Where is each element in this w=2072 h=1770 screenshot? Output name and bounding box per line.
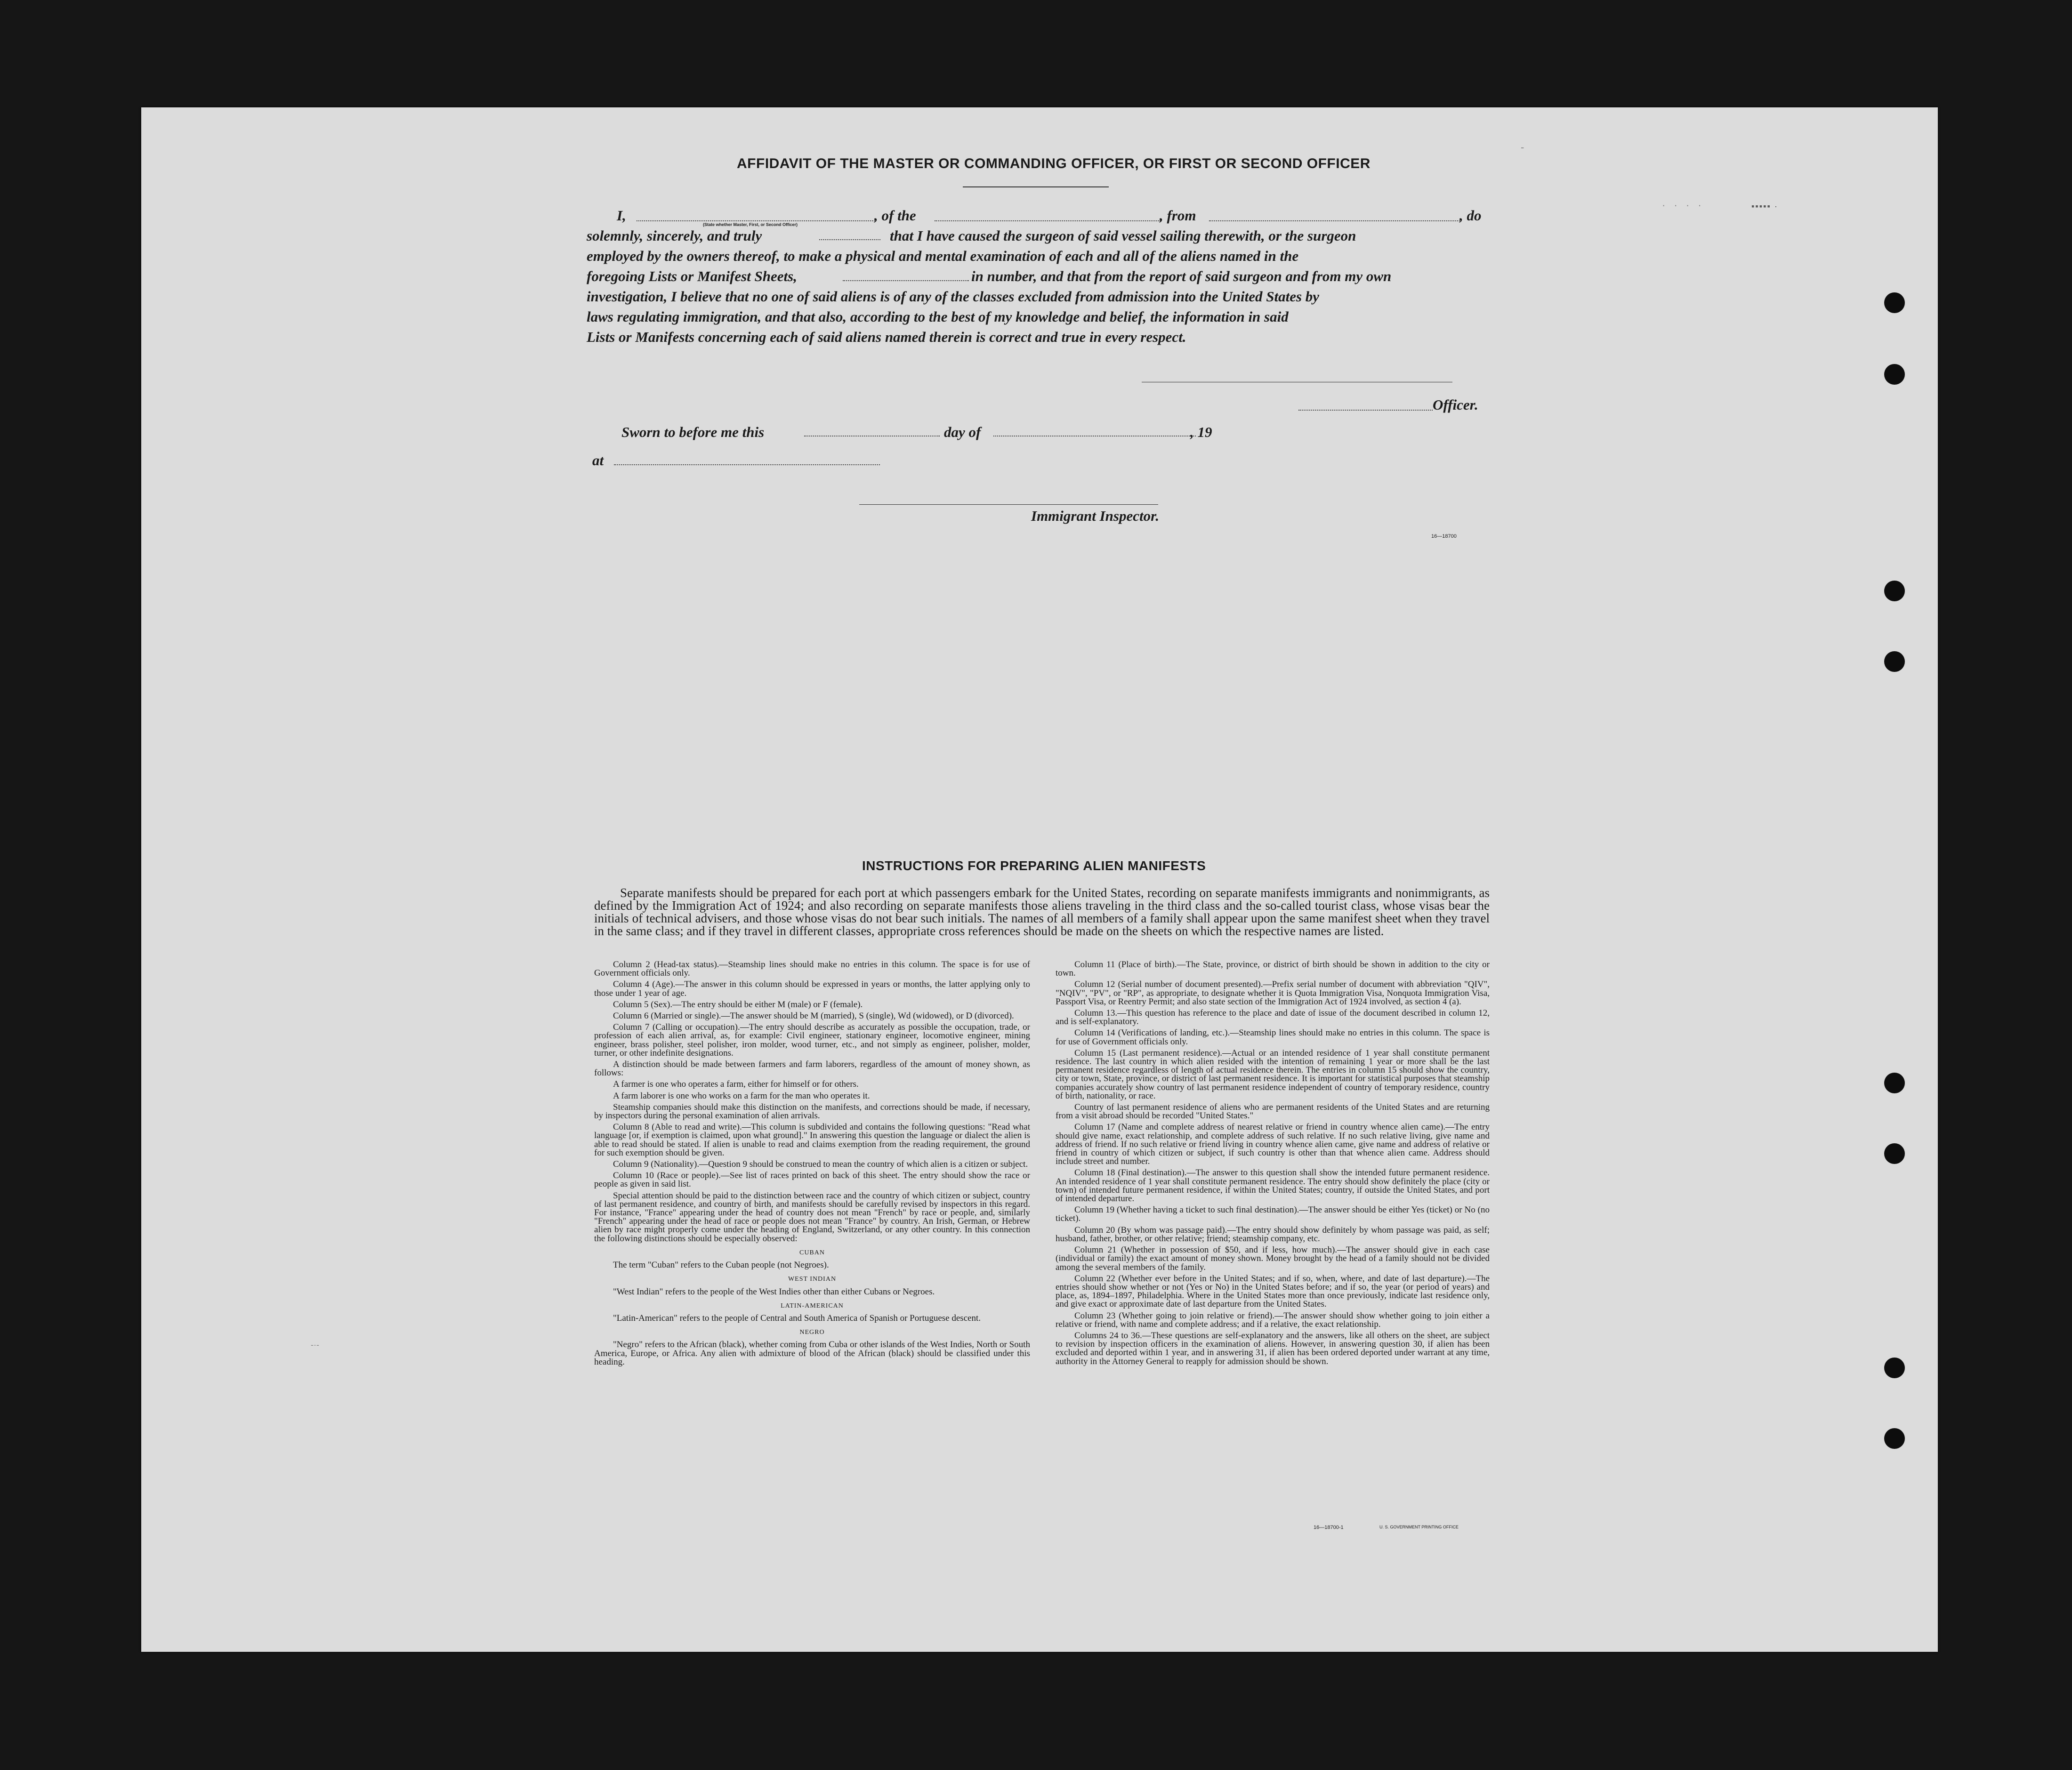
column-20-note: Column 20 (By whom was passage paid).—The entry should show definitely by whom passage was paid, as self; husband, father, brother, or other relative; friend; steamship company, etc. (1056, 1225, 1490, 1244)
sworn-label: Sworn to before me this (621, 424, 765, 440)
column-5-note: Column 5 (Sex).—The entry should be either M (male) or F (female). (613, 999, 863, 1010)
scan-speck: -·- (311, 1340, 319, 1350)
column-21-note: Column 21 (Whether in possession of $50, and if less, how much).—The answer should give in each case (individual or family) the exact amount of money shown. Money brought by the head of a family should not be divided among the several members of the family. (1056, 1245, 1490, 1272)
column-13-note: Column 13.—This question has reference to the place and date of issue of the document described in column 12, and is self-explanatory. (1056, 1008, 1490, 1027)
west-indian-heading: WEST INDIAN (788, 1276, 837, 1283)
bleed-through-mark: ▪▪▪▪▪ · (1751, 202, 1778, 211)
printer-imprint: U. S. GOVERNMENT PRINTING OFFICE (1379, 1525, 1459, 1529)
inspector-label: Immigrant Inspector. (1031, 508, 1160, 524)
latin-american-heading: LATIN-AMERICAN (781, 1302, 844, 1309)
column-9-note: Column 9 (Nationality).—Question 9 should be construed to mean the country of which alien is a citizen or subject. (613, 1159, 1028, 1170)
scan-speck: · · · · (1662, 199, 1704, 211)
vessel-name-field[interactable] (935, 220, 1161, 221)
column-22-note: Column 22 (Whether ever before in the United States; and if so, when, where, and date of last departure).—The entries should show whether or not (Yes or No) in the United States before; and if so, the year (or period of years) and place, as, 1894–1897, Philadelphia. Where in the United States more than once previously, indicate last residence only, and give exact or approximate date of last departure from the United States. (1056, 1273, 1490, 1309)
instructions-title: INSTRUCTIONS FOR PREPARING ALIEN MANIFESTS (862, 858, 1206, 873)
punch-hole (1884, 1143, 1905, 1164)
column-6-note: Column 6 (Married or single).—The answer should be M (married), S (single), Wd (widowed), or D (divorced). (613, 1011, 1014, 1021)
column-14-note: Column 14 (Verifications of landing, etc.).—Steamship lines should make no entries in this column. The space is for use of Government officials only. (1056, 1028, 1490, 1047)
affidavit-i: I, (617, 207, 626, 224)
at-label: at (592, 452, 604, 469)
affidavit-line-7: Lists or Manifests concerning each of said aliens named therein is correct and true in every respect. (587, 329, 1186, 345)
inspector-signature-line[interactable] (859, 504, 1158, 505)
cuban-definition: The term "Cuban" refers to the Cuban people (not Negroes). (613, 1260, 829, 1270)
column-2-note: Column 2 (Head-tax status).—Steamship lines should make no entries in this column. The space is for use of Government officials only. (594, 960, 1030, 978)
affidavit-line-2a: solemnly, sincerely, and truly (587, 227, 762, 244)
column-23-note: Column 23 (Whether going to join relative or friend).—The answer should show whether going to join either a relative or friend, with name and complete address; and if a relative, the exact relationship. (1056, 1310, 1490, 1329)
column-8-note: Column 8 (Able to read and write).—This column is subdivided and contains the following questions: "Read what language [or, if exemption is claimed, upon what ground]." In answering this question the language or dialect the alien is able to read should be stated. If alien is unable to read and claims exemption from the reading requirement, the ground for such exemption should be given. (594, 1122, 1030, 1158)
punch-hole (1884, 651, 1905, 672)
punch-hole (1884, 1358, 1905, 1378)
instructions-intro: Separate manifests should be prepared for each port at which passengers embark for the United States, recording on separate manifests immigrants and nonimmigrants, as defined by the Immigration Act of 1924; and also recording on separate manifests those aliens traveling in the third class and the so-called tourist class, whose visas bear the initials of technical advisers, and those whose visas do not bear such initials. The names of all members of a family shall appear upon the same manifest sheet when they travel in the same class; and if they travel in different classes, appropriate cross references should be made on the sheets on which the respective names are listed. (594, 886, 1490, 938)
column-4-note: Column 4 (Age).—The answer in this column should be expressed in years or months, the latter applying only to those under 1 year of age. (594, 979, 1030, 998)
officer-label: Officer. (1433, 396, 1478, 413)
affidavit-line-4b: in number, and that from the report of said surgeon and from my own (971, 268, 1392, 284)
race-country-note: Special attention should be paid to the distinction between race and the country of which citizen or subject, country of last permanent residence, and country of birth, and manifests should be carefully revised by inspectors in this regard. For instance, "France" appearing under the head of country does not mean "French" by race or people, and, similarly "French" appearing under the head of race or people does not mean "France" by country. An Irish, German, or Hebrew alien by race might properly come under the heading of England, Switzerland, or any other country. In this connection the following distinctions should be especially observed: (594, 1190, 1030, 1244)
punch-hole (1884, 581, 1905, 601)
columns-24-36-note: Columns 24 to 36.—These questions are self-explanatory and the answers, like all others on the sheet, are subject to revision by inspection officers in the examination of aliens. However, in answering question 30, if alien has been excluded and deported within 1 year, and in answering 31, if alien has been ordered deported under warrant at any time, authority in the Attorney General to reapply for admission should be shown. (1056, 1330, 1490, 1366)
affidavit-of-the: , of the (874, 207, 916, 224)
negro-definition: "Negro" refers to the African (black), whether coming from Cuba or other islands of the West Indies, North or South America, Europe, or Africa. Any alien with admixture of blood of the African (black) should be classified under this heading. (594, 1340, 1030, 1367)
negro-heading: NEGRO (799, 1329, 825, 1336)
farm-laborer-definition: A farm laborer is one who works on a farm for the man who operates it. (613, 1091, 870, 1101)
column-17-note: Column 17 (Name and complete address of nearest relative or friend in country whence alien came).—The entry should give name, exact relationship, and complete address of such relative. If no such relative living, give name and address of friend. If no such relative or friend living in country whence alien came, give name and address of relative or friend in country of which citizen or subject, if such country is other than that whence alien came. Address should include street and number. (1056, 1122, 1490, 1167)
us-residence-note: Country of last permanent residence of aliens who are permanent residents of the United States and are returning from a visit abroad should be recorded "United States." (1056, 1102, 1490, 1121)
affidavit-line-4a: foregoing Lists or Manifest Sheets, (587, 268, 797, 284)
affidavit-title: AFFIDAVIT OF THE MASTER OR COMMANDING OFFICER, OR FIRST OR SECOND OFFICER (737, 156, 1371, 171)
steamship-distinction-note: Steamship companies should make this distinction on the manifests, and corrections should be made, if necessary, by inspectors during the personal examination of alien arrivals. (594, 1102, 1030, 1121)
column-18-note: Column 18 (Final destination).—The answer to this question shall show the intended future permanent residence. An intended residence of 1 year shall constitute permanent residence. The entry should show definitely the place (city or town) of intended future permanent residence, if within the United States; country, if outside the United States, and port of intended departure. (1056, 1168, 1490, 1204)
affidavit-line-5: investigation, I believe that no one of said aliens is of any of the classes excluded from admission into the United States by (587, 288, 1320, 305)
year-label: , 19 (1190, 424, 1212, 440)
column-19-note: Column 19 (Whether having a ticket to such final destination).—The answer should be either Yes (ticket) or No (no ticket). (1056, 1205, 1490, 1224)
oath-form-field[interactable] (819, 239, 880, 240)
instructions-left-column (594, 961, 1030, 1369)
farmer-distinction-note: A distinction should be made between farmers and farm laborers, regardless of the amount of money shown, as follows: (594, 1059, 1030, 1078)
affidavit-line-3: employed by the owners thereof, to make a physical and mental examination of each and all of the aliens named in the (587, 248, 1299, 264)
latin-american-definition: "Latin-American" refers to the people of Central and South America of Spanish or Portuguese descent. (613, 1313, 981, 1323)
column-10-note: Column 10 (Race or people).—See list of races printed on back of this sheet. The entry should show the race or people as given in said list. (594, 1171, 1030, 1189)
cuban-heading: CUBAN (799, 1249, 825, 1256)
punch-hole (1884, 1073, 1905, 1093)
punch-hole (1884, 364, 1905, 385)
day-of-label: day of (944, 424, 981, 440)
affidavit-line-2b: that I have caused the surgeon of said vessel sailing therewith, or the surgeon (890, 227, 1356, 244)
port-from-field[interactable] (1209, 220, 1460, 221)
affidavit-from: , from (1160, 207, 1196, 224)
punch-hole (1884, 1428, 1905, 1449)
sheet-count-field[interactable] (843, 280, 969, 281)
officer-rank-hint: (State whether Master, First, or Second Officer) (703, 222, 798, 227)
punch-hole (1884, 292, 1905, 313)
officer-rank-signature-field[interactable] (1298, 410, 1433, 411)
officer-rank-field[interactable] (637, 220, 875, 221)
affidavit-form-code: 16—18700 (1431, 533, 1457, 539)
column-12-note: Column 12 (Serial number of document presented).—Prefix serial number of document with abbreviation "QIV", "NQIV", "PV", or "RP", as appropriate, to designate whether it is Quota Immigration Visa, Nonquota Immigration Visa, Passport Visa, or Reentry Permit; and also state section of the Immigration Act of 1924 involved, as section 4 (a). (1056, 979, 1490, 1007)
column-7-note: Column 7 (Calling or occupation).—The entry should describe as accurately as possible the occupation, trade, or profession of each alien arrival, as, for example: Civil engineer, stationary engineer, locomotive engineer, mining engineer, brass polisher, steel polisher, iron molder, wood turner, etc., and not simply as engineer, polisher, molder, turner, or other indefinite designations. (594, 1022, 1030, 1058)
manifest-sheet (141, 107, 1938, 1652)
affidavit-line-6: laws regulating immigration, and that also, according to the best of my knowledge and belief, the information in said (587, 308, 1289, 325)
column-11-note: Column 11 (Place of birth).—The State, province, or district of birth should be shown in addition to the city or town. (1056, 960, 1490, 978)
column-15-note: Column 15 (Last permanent residence).—Actual or an intended residence of 1 year shall constitute permanent residence. The last country in which alien resided with the intention of remaining 1 year or more shall be the last permanent residence regardless of length of actual residence therein. The entries in column 15 should show the country, city or town, State, province, or district of last permanent residence. It is important for statistical purposes that steamship companies accurately show country of last permanent residence independent of country of temporary residence, country of birth, nationality, or race. (1056, 1048, 1490, 1101)
west-indian-definition: "West Indian" refers to the people of the West Indies other than either Cubans or Negroes. (613, 1286, 935, 1297)
scan-speck: - (1521, 141, 1524, 153)
sworn-place-field[interactable] (614, 464, 880, 465)
instructions-right-column (1056, 961, 1490, 1369)
title-underline (963, 186, 1109, 187)
farmer-definition: A farmer is one who operates a farm, either for himself or for others. (613, 1079, 859, 1090)
affidavit-do: , do (1459, 207, 1482, 224)
instructions-form-code: 16—18700-1 (1314, 1525, 1344, 1530)
